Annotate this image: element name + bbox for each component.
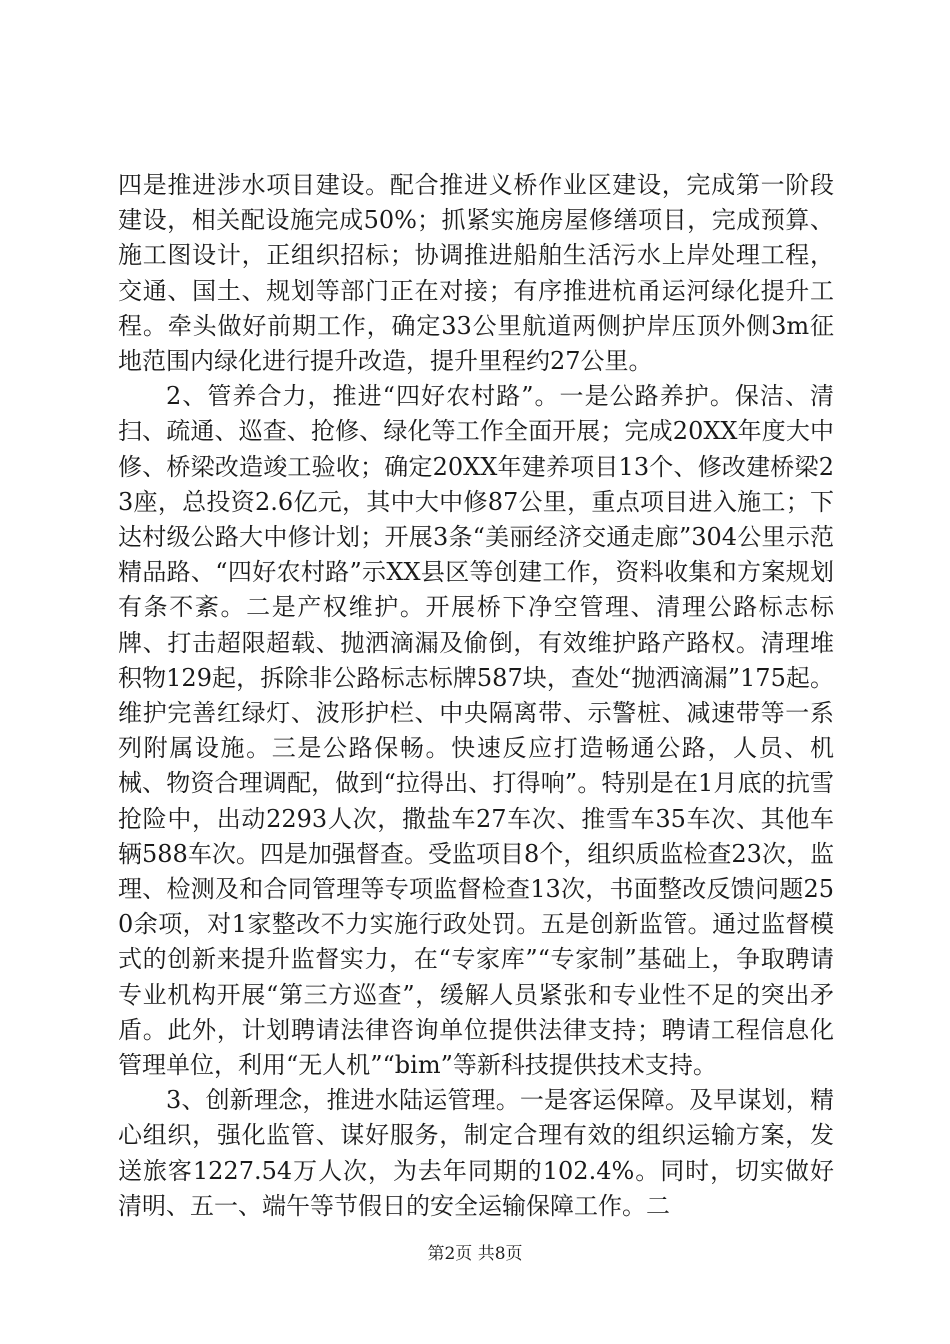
page-number-footer: 第2页 共8页 xyxy=(427,1244,523,1264)
document-body xyxy=(118,168,834,1224)
paragraph-transport-management: 3、创新理念，推进水陆运管理。一是客运保障。及早谋划，精心组织，强化监管、谋好服务，制定合理有效的组织运输方案，发送旅客1227.54万人次，为去年同期的102.4%。同时，切实做好清明、五一、端午等节假日的安全运输保障工作。二 xyxy=(118,1086,834,1220)
paragraph-road-maintenance: 2、管养合力，推进“四好农村路”。一是公路养护。保洁、清扫、疏通、巡查、抢修、绿化等工作全面开展；完成20XX年度大中修、桥梁改造竣工验收；确定20XX年建养项目13个、修改建桥梁23座，总投资2.6亿元，其中大中修87公里，重点项目进入施工；下达村级公路大中修计划；开展3条“美丽经济交通走廊”304公里示范精品路、“四好农村路”示XX县区等创建工作，资料收集和方案规划有条不紊。二是产权维护。开展桥下净空管理、清理公路标志标牌、打击超限超载、抛洒滴漏及偷倒，有效维护路产路权。清理堆积物129起，拆除非公路标志标牌587块，查处“抛洒滴漏”175起。维护完善红绿灯、波形护栏、中央隔离带、示警桩、减速带等一系列附属设施。三是公路保畅。快速反应打造畅通公路，人员、机械、物资合理调配，做到“拉得出、打得响”。特别是在1月底的抗雪抢险中，出动2293人次，撒盐车27车次、推雪车35车次、其他车辆588车次。四是加强督查。受监项目8个，组织质监检查23次，监理、检测及和合同管理等专项监督检查13次，书面整改反馈问题250余项，对1家整改不力实施行政处罚。五是创新监管。通过监督模式的创新来提升监督实力，在“专家库”“专家制”基础上，争取聘请专业机构开展“第三方巡查”，缓解人员紧张和专业性不足的突出矛盾。此外，计划聘请法律咨询单位提供法律支持；聘请工程信息化管理单位，利用“无人机”“bim”等新科技提供技术支持。 xyxy=(118,382,834,1080)
paragraph-water-projects: 四是推进涉水项目建设。配合推进义桥作业区建设，完成第一阶段建设，相关配设施完成50%；抓紧实施房屋修缮项目，完成预算、施工图设计，正组织招标；协调推进船舶生活污水上岸处理工程，交通、国土、规划等部门正在对接；有序推进杭甬运河绿化提升工程。牵头做好前期工作，确定33公里航道两侧护岸压顶外侧3m征地范围内绿化进行提升改造，提升里程约27公里。 xyxy=(118,171,834,376)
